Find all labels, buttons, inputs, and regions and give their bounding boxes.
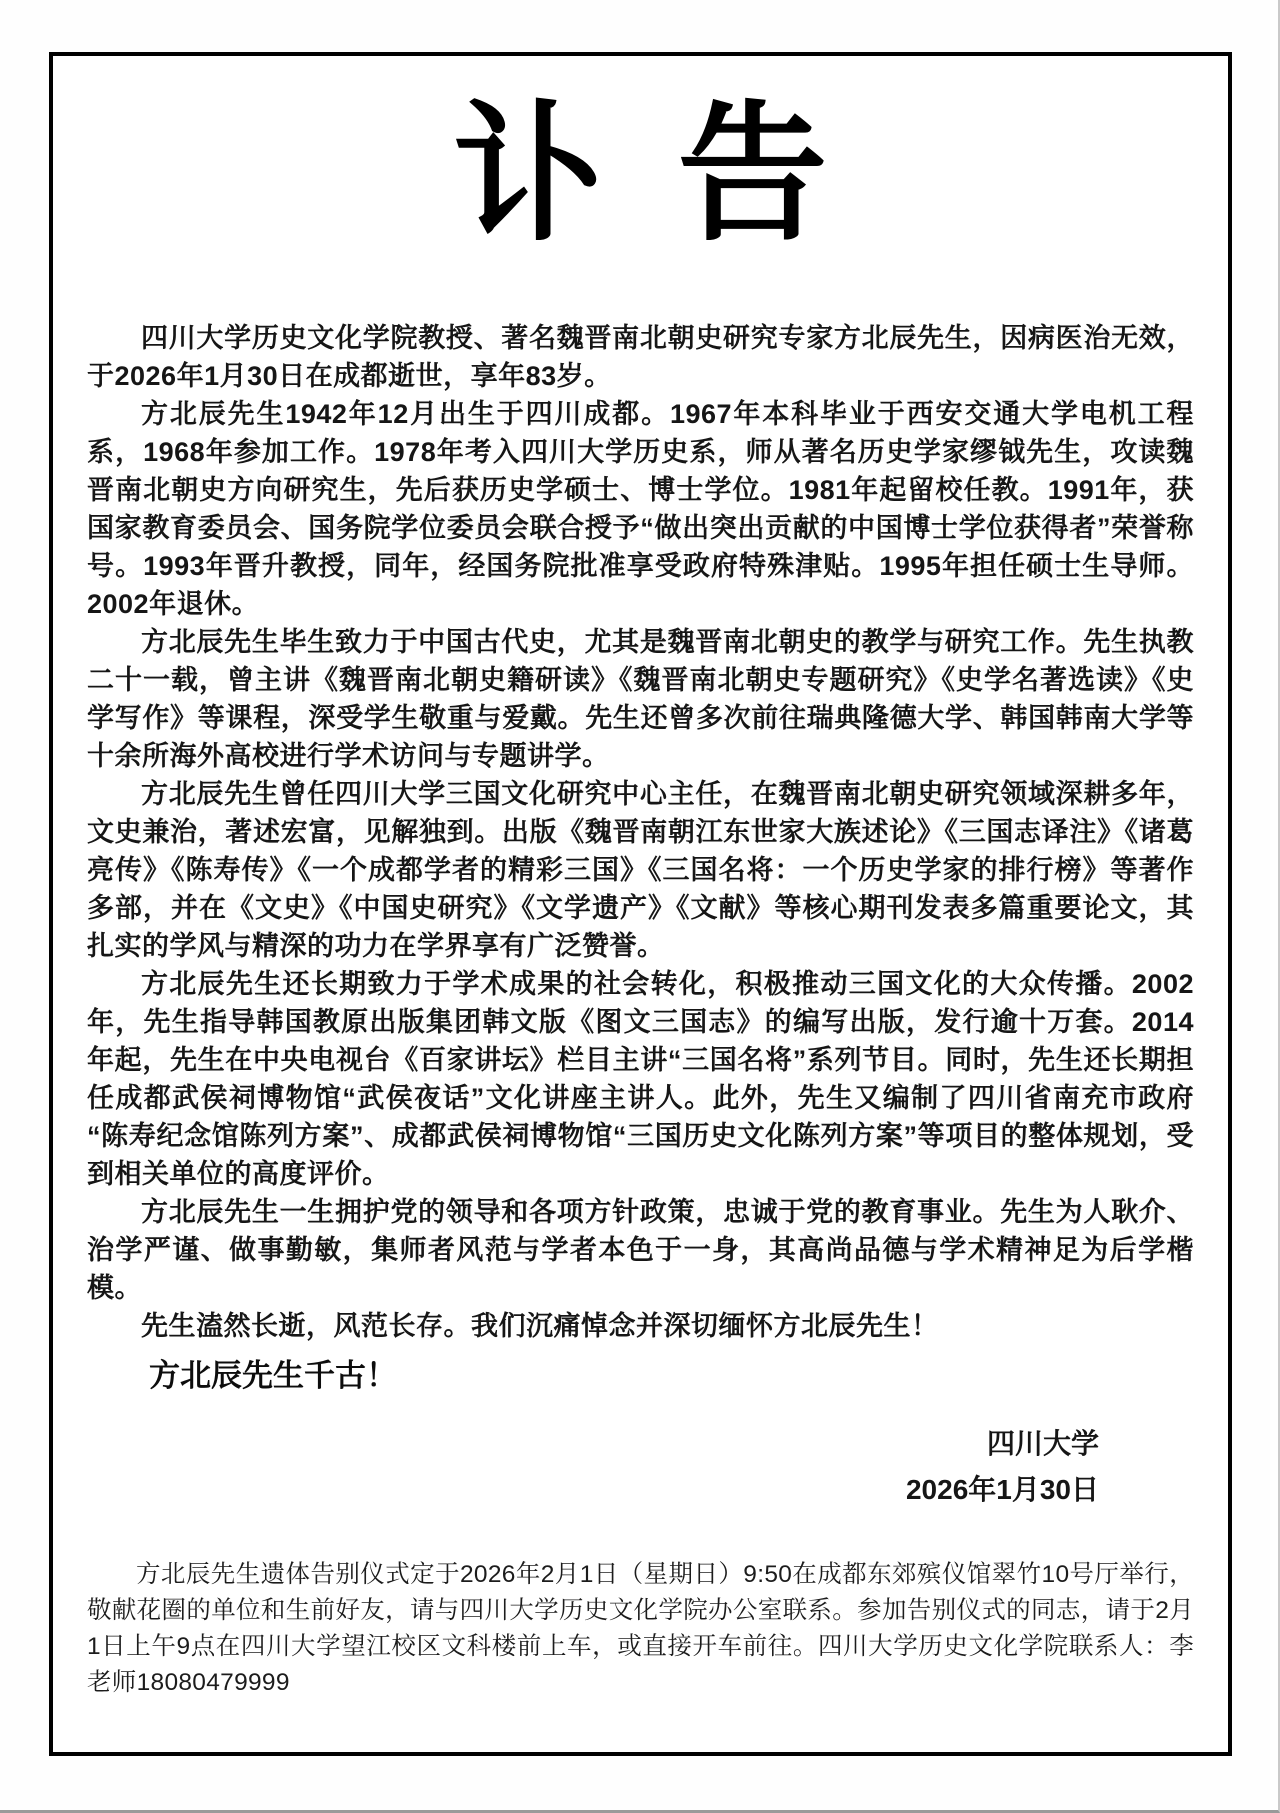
obituary-paragraph-death-announcement: 四川大学历史文化学院教授、著名魏晋南北朝史研究专家方北辰先生，因病医治无效，于2026年1月30日在成都逝世，享年83岁。	[87, 323, 1194, 391]
notice-body	[87, 319, 1194, 1345]
notice-title-char-1: 讣	[453, 90, 604, 258]
obituary-paragraph-character: 方北辰先生一生拥护党的领导和各项方针政策，忠诚于党的教育事业。先生为人耿介、治学严谨、做事勤敏，集师者风范与学者本色于一身，其高尚品德与学术精神足为后学楷模。	[87, 1197, 1194, 1303]
tribute-punctuation: ！	[366, 1358, 397, 1393]
obituary-paragraph-public-outreach: 方北辰先生还长期致力于学术成果的社会转化，积极推动三国文化的大众传播。2002年，先生指导韩国教原出版集团韩文版《图文三国志》的编写出版，发行逾十万套。2014年起，先生在中央电视台《百家讲坛》栏目主讲“三国名将”系列节目。同时，先生还长期担任成都武侯祠博物馆“武侯夜话”文化讲座主讲人。此外，先生又编制了四川省南充市政府“陈寿纪念馆陈列方案”、成都武侯祠博物馆“三国历史文化陈列方案”等项目的整体规划，受到相关单位的高度评价。	[87, 969, 1194, 1189]
obituary-paragraph-teaching: 方北辰先生毕生致力于中国古代史，尤其是魏晋南北朝史的教学与研究工作。先生执教二十一载，曾主讲《魏晋南北朝史籍研读》《魏晋南北朝史专题研究》《史学名著选读》《史学写作》等课程，深受学生敬重与爱戴。先生还曾多次前往瑞典隆德大学、韩国韩南大学等十余所海外高校进行学术访问与专题讲学。	[87, 627, 1194, 771]
notice-border-frame	[49, 52, 1232, 1756]
signature-organization: 四川大学	[986, 1428, 1099, 1459]
obituary-paragraph-biography: 方北辰先生1942年12月出生于四川成都。1967年本科毕业于西安交通大学电机工程系，1968年参加工作。1978年考入四川大学历史系，师从著名历史学家缪钺先生，攻读魏晋南北朝史方向研究生，先后获历史学硕士、博士学位。1981年起留校任教。1991年，获国家教育委员会、国务院学位委员会联合授予“做出突出贡献的中国博士学位获得者”荣誉称号。1993年晋升教授，同年，经国务院批准享受政府特殊津贴。1995年担任硕士生导师。2002年退休。	[87, 399, 1194, 619]
tribute-line	[87, 1355, 1194, 1397]
farewell-ceremony-note: 方北辰先生遗体告别仪式定于2026年2月1日（星期日）9:50在成都东郊殡仪馆翠竹10号厅举行，敬献花圈的单位和生前好友，请与四川大学历史文化学院办公室联系。参加告别仪式的同志，请于2月1日上午9点在四川大学望江校区文科楼前上车，或直接开车前往。四川大学历史文化学院联系人：李老师18080479999	[87, 1561, 1194, 1696]
notice-title-char-2: 告	[677, 90, 828, 258]
obituary-paragraph-condolence: 先生溘然长逝，风范长存。我们沉痛悼念并深切缅怀方北辰先生！	[141, 1311, 939, 1341]
obituary-paragraph-research: 方北辰先生曾任四川大学三国文化研究中心主任，在魏晋南北朝史研究领域深耕多年，文史兼治，著述宏富，见解独到。出版《魏晋南朝江东世家大族述论》《三国志译注》《诸葛亮传》《陈寿传》《一个成都学者的精彩三国》《三国名将：一个历史学家的排行榜》等著作多部，并在《文史》《中国史研究》《文学遗产》《文献》等核心期刊发表多篇重要论文，其扎实的学风与精深的功力在学界享有广泛赞誉。	[87, 779, 1194, 961]
signature-block	[87, 1421, 1194, 1513]
tribute-text: 方北辰先生千古	[149, 1358, 366, 1393]
signature-date: 2026年1月30日	[905, 1474, 1099, 1505]
notice-title	[87, 90, 1194, 258]
